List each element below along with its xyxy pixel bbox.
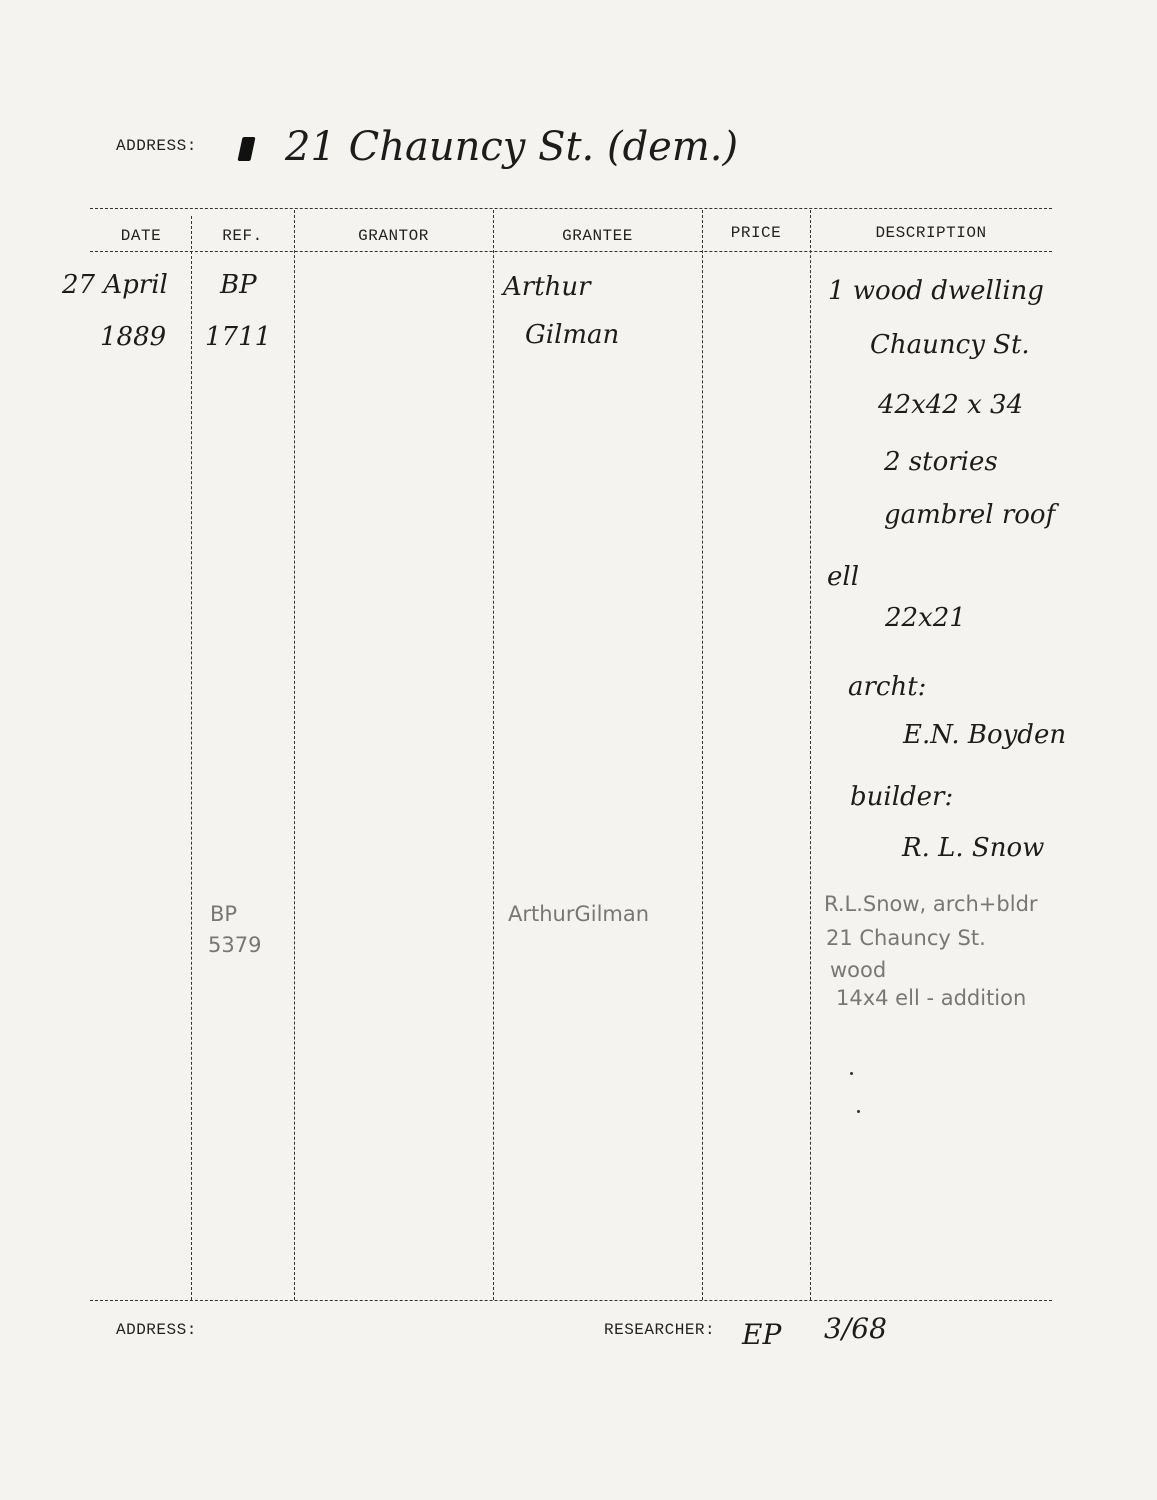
header-bottom-rule <box>90 251 1052 252</box>
researcher-date: 3/68 <box>824 1312 887 1345</box>
description-line: E.N. Boyden <box>903 720 1067 750</box>
column-divider <box>493 210 494 1300</box>
table-bottom-rule <box>90 1300 1052 1301</box>
description-line: 1 wood dwelling <box>828 276 1044 306</box>
col-header-ref: REF. <box>222 227 263 245</box>
description-line: 14x4 ell - addition <box>836 986 1027 1010</box>
description-line: builder: <box>850 782 954 812</box>
address-value: 21 Chauncy St. (dem.) <box>285 124 739 170</box>
description-line: 42x42 x 34 <box>878 390 1024 420</box>
footer-address-label: ADDRESS: <box>116 1321 197 1339</box>
researcher-initials: EP <box>742 1318 782 1351</box>
column-divider <box>810 210 811 1300</box>
column-divider <box>191 216 192 1300</box>
entry-date: 27 April <box>62 270 168 300</box>
entry-grantee-surname: Gilman <box>525 320 620 350</box>
description-line: gambrel roof <box>884 500 1056 530</box>
entry-grantee: Arthur <box>503 272 591 302</box>
col-header-grantee: GRANTEE <box>562 227 633 245</box>
description-line: wood <box>830 958 887 982</box>
entry-ref-type: BP <box>220 270 257 300</box>
description-line: ell <box>827 562 860 592</box>
entry-ref-type: BP <box>210 902 238 926</box>
address-label: ADDRESS: <box>116 137 197 155</box>
ink-mark <box>237 137 255 161</box>
stray-mark <box>857 1110 860 1113</box>
column-divider <box>294 210 295 1300</box>
col-header-description: DESCRIPTION <box>875 224 987 242</box>
col-header-date: DATE <box>120 227 162 245</box>
stray-mark <box>850 1072 853 1075</box>
col-header-grantor: GRANTOR <box>358 227 429 245</box>
col-header-price: PRICE <box>730 224 782 242</box>
entry-ref-number: 5379 <box>208 933 262 957</box>
entry-year: 1889 <box>100 322 167 352</box>
description-line: R.L.Snow, arch+bldr <box>824 892 1038 916</box>
description-line: 2 stories <box>884 447 998 477</box>
entry-ref-number: 1711 <box>205 322 272 352</box>
column-divider <box>702 210 703 1300</box>
description-line: Chauncy St. <box>870 330 1030 360</box>
description-line: 21 Chauncy St. <box>826 926 986 950</box>
description-line: R. L. Snow <box>902 833 1045 863</box>
table-top-rule <box>90 208 1052 209</box>
entry-grantee: ArthurGilman <box>508 902 650 926</box>
researcher-label: RESEARCHER: <box>604 1321 716 1339</box>
description-line: archt: <box>848 672 927 702</box>
description-line: 22x21 <box>885 603 966 633</box>
